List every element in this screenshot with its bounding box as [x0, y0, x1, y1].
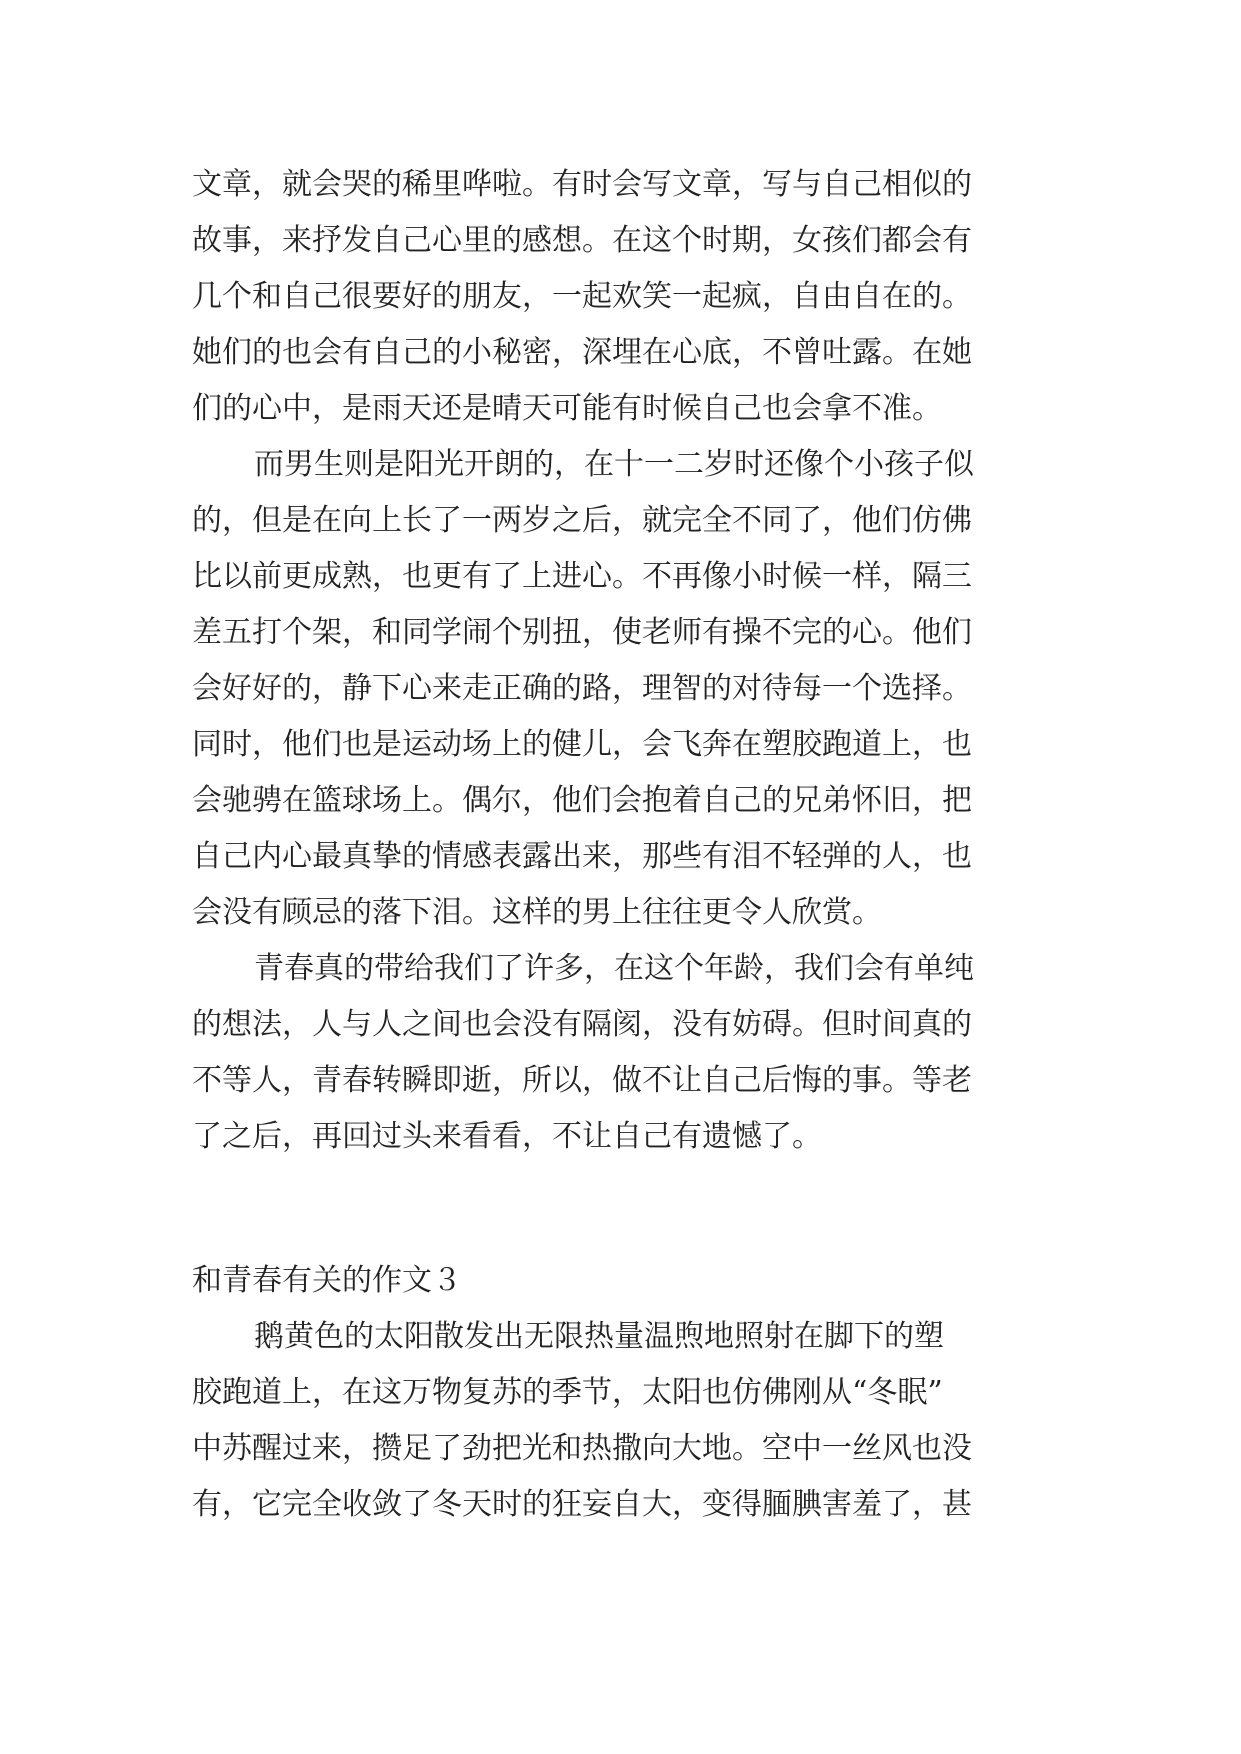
paragraph-1-line-1: 文章，就会哭的稀里哗啦。有时会写文章，写与自己相似的	[192, 167, 972, 202]
paragraph-2-line-4: 差五打个架，和同学闹个别扭，使老师有操不完的心。他们	[192, 615, 972, 650]
paragraph-1-line-2: 故事，来抒发自己心里的感想。在这个时期，女孩们都会有	[192, 223, 972, 258]
paragraph-2-line-7: 会驰骋在篮球场上。偶尔，他们会抱着自己的兄弟怀旧，把	[192, 783, 972, 818]
paragraph-1-line-4: 她们的也会有自己的小秘密，深埋在心底，不曾吐露。在她	[192, 335, 972, 370]
paragraph-2-line-1: 而男生则是阳光开朗的，在十一二岁时还像个小孩子似	[254, 447, 974, 482]
paragraph-1-line-5: 们的心中，是雨天还是晴天可能有时候自己也会拿不准。	[192, 391, 942, 426]
section-heading: 和青春有关的作文３	[192, 1263, 462, 1298]
paragraph-3-line-4: 了之后，再回过头来看看，不让自己有遗憾了。	[192, 1119, 822, 1154]
paragraph-2-line-8: 自己内心最真挚的情感表露出来，那些有泪不轻弹的人，也	[192, 839, 972, 874]
paragraph-1-line-3: 几个和自己很要好的朋友，一起欢笑一起疯，自由自在的。	[192, 279, 972, 314]
paragraph-3-line-1: 青春真的带给我们了许多，在这个年龄，我们会有单纯	[254, 951, 974, 986]
paragraph-4-line-2: 胶跑道上，在这万物复苏的季节，太阳也仿佛刚从“冬眠”	[192, 1375, 943, 1410]
paragraph-2-line-5: 会好好的，静下心来走正确的路，理智的对待每一个选择。	[192, 671, 972, 706]
paragraph-4-line-4: 有，它完全收敛了冬天时的狂妄自大，变得腼腆害羞了，甚	[192, 1487, 972, 1522]
paragraph-2-line-9: 会没有顾忌的落下泪。这样的男上往往更令人欣赏。	[192, 895, 882, 930]
paragraph-3-line-3: 不等人，青春转瞬即逝，所以，做不让自己后悔的事。等老	[192, 1063, 972, 1098]
paragraph-3-line-2: 的想法，人与人之间也会没有隔阂，没有妨碍。但时间真的	[192, 1007, 972, 1042]
paragraph-4-line-3: 中苏醒过来，攒足了劲把光和热撒向大地。空中一丝风也没	[192, 1431, 972, 1466]
paragraph-2-line-6: 同时，他们也是运动场上的健儿，会飞奔在塑胶跑道上，也	[192, 727, 972, 762]
paragraph-2-line-3: 比以前更成熟，也更有了上进心。不再像小时候一样，隔三	[192, 559, 972, 594]
paragraph-2-line-2: 的，但是在向上长了一两岁之后，就完全不同了，他们仿佛	[192, 503, 972, 538]
paragraph-4-line-1: 鹅黄色的太阳散发出无限热量温煦地照射在脚下的塑	[254, 1319, 944, 1354]
